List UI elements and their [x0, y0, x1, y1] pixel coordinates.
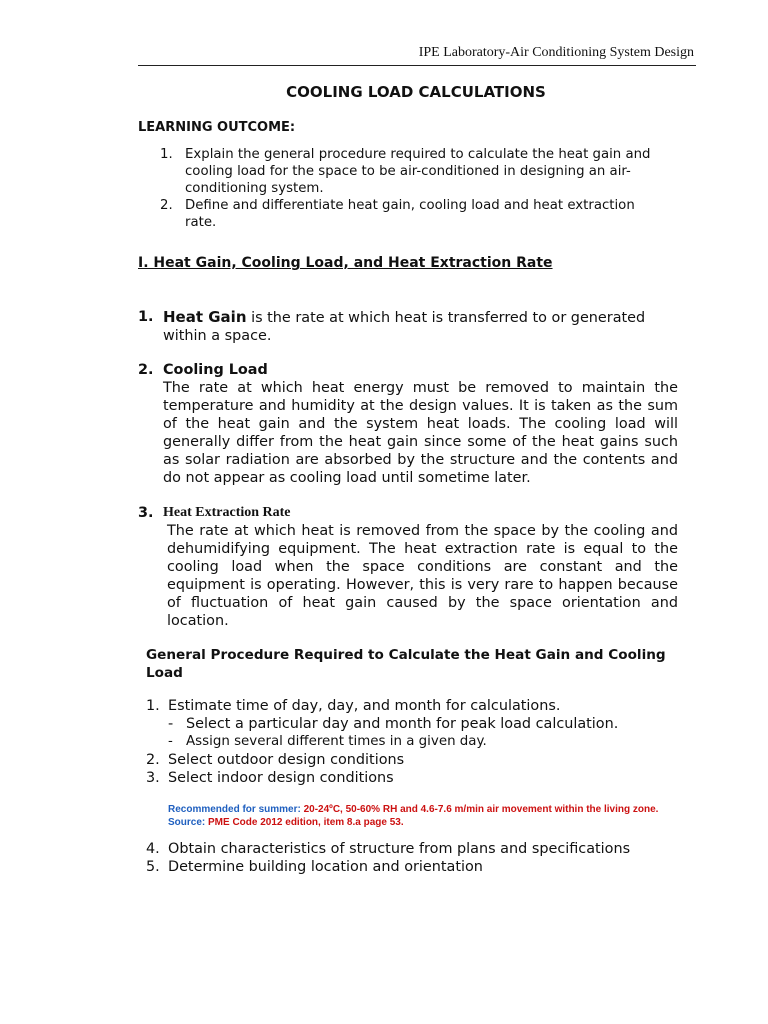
step-text: Obtain characteristics of structure from plans and specifications	[168, 841, 631, 857]
line: conditioning system.	[185, 181, 324, 196]
definition-body	[138, 308, 678, 345]
learning-outcome-item	[160, 146, 680, 197]
step-text: Select outdoor design conditions	[168, 752, 405, 768]
sub-list-item	[146, 733, 686, 751]
list-number: 1.	[138, 309, 154, 325]
dash-bullet: -	[168, 716, 174, 732]
definition-title: Heat Gain	[163, 308, 247, 326]
definition-text: is the rate at which heat is transferred to or generated within a space.	[163, 310, 646, 344]
list-item	[146, 769, 686, 787]
note-text: 20-24ºC, 50-60% RH and 4.6-7.6 m/min air movement within the living zone.	[300, 804, 659, 815]
list-number: 5.	[146, 859, 160, 875]
procedure-list-continued	[146, 840, 686, 876]
list-item	[146, 751, 686, 769]
sub-step-text: Assign several different times in a given day.	[186, 734, 487, 749]
header-rule	[138, 65, 696, 66]
definition-text: The rate at which heat is removed from the space by the cooling and dehumidifying equipment. The heat extraction rate is equal to the cooling load when the space conditions are constant and the equipment is operating. However, this is very rare to happen because of fluctuation of heat gain caused by the space orientation and location.	[167, 523, 678, 629]
definition-heat-gain	[138, 308, 678, 345]
line: Explain the general procedure required to calculate the heat gain and	[185, 147, 651, 162]
step-text: Determine building location and orientation	[168, 859, 483, 875]
sub-step-text: Select a particular day and month for peak load calculation.	[186, 716, 619, 732]
recommendation-note	[168, 803, 688, 829]
list-number: 2.	[138, 362, 154, 378]
definition-body	[138, 504, 678, 630]
learning-outcome-list	[160, 146, 680, 231]
list-number: 4.	[146, 841, 160, 857]
definition-cooling-load	[138, 361, 678, 487]
list-item	[146, 858, 686, 876]
note-source-text: PME Code 2012 edition, item 8.a page 53.	[205, 817, 404, 828]
list-item	[146, 840, 686, 858]
definition-heat-extraction-rate	[138, 504, 678, 630]
definition-title: Heat Extraction Rate	[163, 505, 291, 520]
line: rate.	[185, 215, 217, 230]
list-number: 2.	[160, 198, 173, 213]
line: cooling load for the space to be air-conditioned in designing an air-	[185, 164, 631, 179]
line: Define and differentiate heat gain, cooling load and heat extraction	[185, 198, 635, 213]
dash-bullet: -	[168, 734, 173, 749]
list-number: 1.	[160, 147, 173, 162]
learning-outcome-item	[160, 197, 680, 231]
definition-body	[138, 361, 678, 487]
list-number: 1.	[146, 698, 160, 714]
note-source-label: Source:	[168, 817, 206, 828]
definition-text: The rate at which heat energy must be removed to maintain the temperature and humidity at the design values. It is taken as the sum of the heat gain and the system heat loads. The cooling load will generally differ from the heat gain since some of the heat gains such as solar radiation are absorbed by the structure and the contents and do not appear as cooling load until sometime later.	[163, 380, 678, 486]
step-text: Estimate time of day, day, and month for calculations.	[168, 698, 561, 714]
list-number: 3.	[146, 770, 160, 786]
list-number: 2.	[146, 752, 160, 768]
note-label: Recommended for summer:	[168, 804, 301, 815]
list-item	[146, 697, 686, 715]
list-number: 3.	[138, 505, 154, 521]
learning-outcome-heading: LEARNING OUTCOME:	[138, 120, 296, 135]
page-title: COOLING LOAD CALCULATIONS	[286, 83, 546, 101]
section-heading: I. Heat Gain, Cooling Load, and Heat Extraction Rate	[138, 255, 553, 271]
sub-list-item	[146, 715, 686, 733]
procedure-heading: General Procedure Required to Calculate the Heat Gain and Cooling Load	[146, 647, 666, 681]
procedure-list	[146, 697, 686, 787]
definition-title: Cooling Load	[163, 362, 268, 378]
step-text: Select indoor design conditions	[168, 770, 394, 786]
running-header: IPE Laboratory-Air Conditioning System Design	[418, 45, 694, 60]
